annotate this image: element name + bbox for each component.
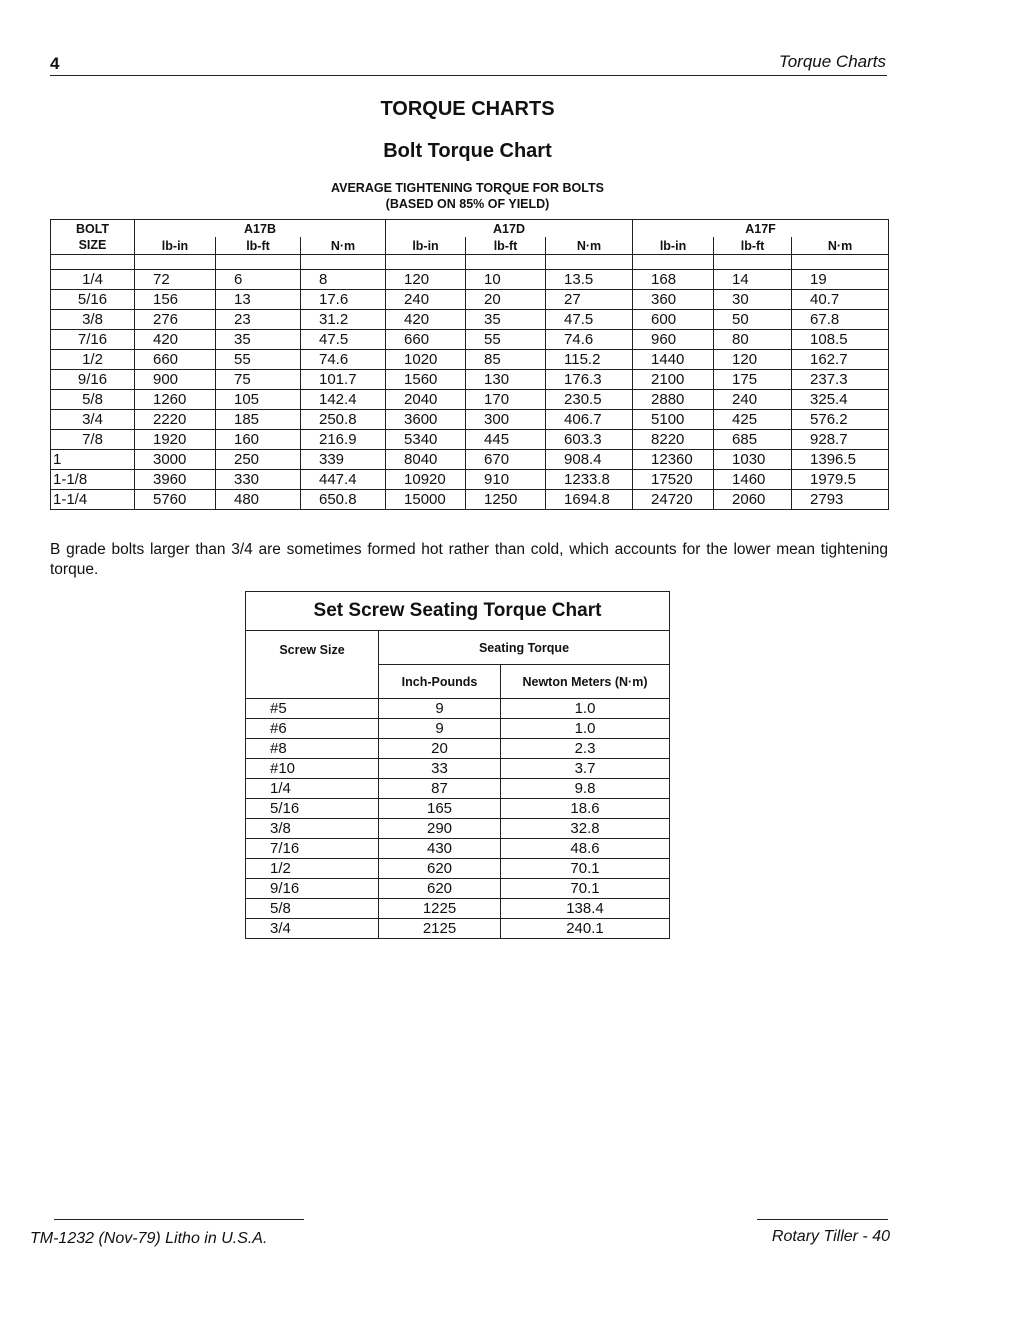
torque-value-cell: 660 <box>386 330 466 350</box>
unit-header: N·m <box>546 237 633 255</box>
set-screw-table-row <box>246 819 670 839</box>
torque-value-cell: 1460 <box>714 470 792 490</box>
screw-size-cell: #6 <box>246 719 379 739</box>
set-screw-table-row <box>246 719 670 739</box>
newton-meters-cell: 2.3 <box>501 739 670 759</box>
bolt-size-header-line2: SIZE <box>78 238 107 252</box>
bolt-torque-table <box>50 219 889 510</box>
inch-pounds-cell: 2125 <box>379 919 501 939</box>
torque-value-cell: 420 <box>386 310 466 330</box>
torque-value-cell: 325.4 <box>792 390 889 410</box>
torque-value-cell: 24720 <box>633 490 714 510</box>
torque-value-cell: 2100 <box>633 370 714 390</box>
torque-value-cell: 1030 <box>714 450 792 470</box>
torque-value-cell: 15000 <box>386 490 466 510</box>
seating-torque-header: Seating Torque <box>379 631 670 665</box>
torque-value-cell: 250 <box>216 450 301 470</box>
torque-value-cell: 108.5 <box>792 330 889 350</box>
torque-value-cell: 35 <box>466 310 546 330</box>
torque-value-cell: 650.8 <box>301 490 386 510</box>
bolt-chart-caption-line2: (BASED ON 85% OF YIELD) <box>385 197 550 211</box>
torque-value-cell: 8040 <box>386 450 466 470</box>
torque-value-cell: 1396.5 <box>792 450 889 470</box>
torque-value-cell: 1260 <box>135 390 216 410</box>
bolt-table-row <box>51 450 889 470</box>
torque-value-cell: 176.3 <box>546 370 633 390</box>
bolt-size-cell: 3/4 <box>51 410 135 430</box>
newton-meters-cell: 32.8 <box>501 819 670 839</box>
screw-size-cell: #8 <box>246 739 379 759</box>
torque-value-cell: 240 <box>386 290 466 310</box>
unit-header: N·m <box>792 237 889 255</box>
torque-value-cell: 120 <box>714 350 792 370</box>
set-screw-table-row <box>246 759 670 779</box>
torque-value-cell: 72 <box>135 270 216 290</box>
inch-pounds-cell: 430 <box>379 839 501 859</box>
torque-value-cell: 120 <box>386 270 466 290</box>
torque-value-cell: 2220 <box>135 410 216 430</box>
inch-pounds-cell: 9 <box>379 699 501 719</box>
set-screw-table-row <box>246 859 670 879</box>
footer-document-id: TM-1232 (Nov-79) Litho in U.S.A. <box>30 1230 268 1247</box>
torque-value-cell: 2880 <box>633 390 714 410</box>
torque-value-cell: 406.7 <box>546 410 633 430</box>
unit-header: lb-in <box>633 237 714 255</box>
torque-value-cell: 3000 <box>135 450 216 470</box>
torque-value-cell: 600 <box>633 310 714 330</box>
torque-value-cell: 6 <box>216 270 301 290</box>
newton-meters-cell: 1.0 <box>501 719 670 739</box>
inch-pounds-cell: 620 <box>379 879 501 899</box>
torque-value-cell: 74.6 <box>301 350 386 370</box>
running-title: Torque Charts <box>778 52 886 71</box>
torque-value-cell: 105 <box>216 390 301 410</box>
newton-meters-cell: 18.6 <box>501 799 670 819</box>
bolt-size-cell: 1/2 <box>51 350 135 370</box>
inch-pounds-cell: 33 <box>379 759 501 779</box>
screw-size-cell: 1/4 <box>246 779 379 799</box>
torque-value-cell: 115.2 <box>546 350 633 370</box>
set-screw-table-row <box>246 699 670 719</box>
torque-value-cell: 1250 <box>466 490 546 510</box>
set-screw-table-row <box>246 839 670 859</box>
footer-rule-left <box>54 1219 304 1220</box>
inch-pounds-cell: 290 <box>379 819 501 839</box>
set-screw-table-row <box>246 779 670 799</box>
screw-size-cell: #10 <box>246 759 379 779</box>
torque-value-cell: 67.8 <box>792 310 889 330</box>
bolt-size-cell: 3/8 <box>51 310 135 330</box>
torque-value-cell: 13 <box>216 290 301 310</box>
torque-value-cell: 2040 <box>386 390 466 410</box>
torque-value-cell: 445 <box>466 430 546 450</box>
torque-value-cell: 47.5 <box>546 310 633 330</box>
bolt-table-row <box>51 290 889 310</box>
torque-value-cell: 910 <box>466 470 546 490</box>
torque-value-cell: 447.4 <box>301 470 386 490</box>
torque-value-cell: 40.7 <box>792 290 889 310</box>
bolt-table-row <box>51 430 889 450</box>
torque-value-cell: 142.4 <box>301 390 386 410</box>
torque-value-cell: 3600 <box>386 410 466 430</box>
torque-value-cell: 27 <box>546 290 633 310</box>
torque-value-cell: 1979.5 <box>792 470 889 490</box>
torque-value-cell: 576.2 <box>792 410 889 430</box>
torque-value-cell: 425 <box>714 410 792 430</box>
unit-header: N·m <box>301 237 386 255</box>
unit-header: lb-in <box>386 237 466 255</box>
bolt-table-row <box>51 470 889 490</box>
bolt-chart-caption-line1: AVERAGE TIGHTENING TORQUE FOR BOLTS <box>331 181 604 195</box>
bolt-size-cell: 7/16 <box>51 330 135 350</box>
bolt-table-row <box>51 410 889 430</box>
bolt-size-cell: 1-1/8 <box>51 470 135 490</box>
set-screw-table-row <box>246 899 670 919</box>
torque-value-cell: 14 <box>714 270 792 290</box>
torque-value-cell: 1560 <box>386 370 466 390</box>
bolt-size-header <box>51 220 135 255</box>
torque-value-cell: 168 <box>633 270 714 290</box>
torque-value-cell: 101.7 <box>301 370 386 390</box>
torque-value-cell: 603.3 <box>546 430 633 450</box>
bolt-size-cell: 5/16 <box>51 290 135 310</box>
bolt-chart-title: Bolt Torque Chart <box>383 140 552 162</box>
set-screw-table-row <box>246 799 670 819</box>
torque-value-cell: 360 <box>633 290 714 310</box>
bolt-size-cell: 9/16 <box>51 370 135 390</box>
torque-value-cell: 10 <box>466 270 546 290</box>
torque-value-cell: 420 <box>135 330 216 350</box>
torque-value-cell: 660 <box>135 350 216 370</box>
screw-size-cell: 3/8 <box>246 819 379 839</box>
bolt-table-row <box>51 370 889 390</box>
torque-value-cell: 960 <box>633 330 714 350</box>
torque-value-cell: 19 <box>792 270 889 290</box>
newton-meters-cell: 1.0 <box>501 699 670 719</box>
bolt-table-row <box>51 490 889 510</box>
torque-value-cell: 1920 <box>135 430 216 450</box>
screw-size-header: Screw Size <box>246 631 379 699</box>
bolt-size-cell: 1-1/4 <box>51 490 135 510</box>
bolt-size-cell: 1 <box>51 450 135 470</box>
torque-value-cell: 47.5 <box>301 330 386 350</box>
torque-value-cell: 928.7 <box>792 430 889 450</box>
torque-value-cell: 480 <box>216 490 301 510</box>
torque-value-cell: 3960 <box>135 470 216 490</box>
torque-value-cell: 670 <box>466 450 546 470</box>
torque-value-cell: 10920 <box>386 470 466 490</box>
inch-pounds-cell: 9 <box>379 719 501 739</box>
inch-pounds-cell: 87 <box>379 779 501 799</box>
page-title: TORQUE CHARTS <box>380 98 555 120</box>
torque-value-cell: 8220 <box>633 430 714 450</box>
torque-value-cell: 85 <box>466 350 546 370</box>
newton-meters-cell: 70.1 <box>501 879 670 899</box>
set-screw-table-row <box>246 879 670 899</box>
screw-size-cell: 1/2 <box>246 859 379 879</box>
torque-value-cell: 900 <box>135 370 216 390</box>
group-header-a17d: A17D <box>386 220 633 238</box>
torque-value-cell: 31.2 <box>301 310 386 330</box>
unit-header: lb-in <box>135 237 216 255</box>
torque-value-cell: 240 <box>714 390 792 410</box>
bolt-table-row <box>51 350 889 370</box>
torque-value-cell: 5760 <box>135 490 216 510</box>
torque-value-cell: 80 <box>714 330 792 350</box>
torque-value-cell: 685 <box>714 430 792 450</box>
bolt-table-row <box>51 390 889 410</box>
bolt-size-cell: 7/8 <box>51 430 135 450</box>
torque-value-cell: 908.4 <box>546 450 633 470</box>
torque-value-cell: 250.8 <box>301 410 386 430</box>
torque-value-cell: 12360 <box>633 450 714 470</box>
torque-value-cell: 50 <box>714 310 792 330</box>
torque-value-cell: 75 <box>216 370 301 390</box>
torque-value-cell: 237.3 <box>792 370 889 390</box>
inch-pounds-cell: 620 <box>379 859 501 879</box>
unit-header: lb-ft <box>466 237 546 255</box>
screw-size-cell: 9/16 <box>246 879 379 899</box>
screw-size-cell: 5/8 <box>246 899 379 919</box>
newton-meters-cell: 48.6 <box>501 839 670 859</box>
inch-pounds-cell: 20 <box>379 739 501 759</box>
header-gap-row <box>51 255 889 270</box>
torque-value-cell: 300 <box>466 410 546 430</box>
inch-pounds-cell: 165 <box>379 799 501 819</box>
bolt-size-cell: 5/8 <box>51 390 135 410</box>
unit-header: lb-ft <box>714 237 792 255</box>
torque-value-cell: 17520 <box>633 470 714 490</box>
torque-value-cell: 2060 <box>714 490 792 510</box>
torque-value-cell: 175 <box>714 370 792 390</box>
torque-value-cell: 74.6 <box>546 330 633 350</box>
set-screw-table-row <box>246 919 670 939</box>
set-screw-chart-title: Set Screw Seating Torque Chart <box>246 592 670 631</box>
bolt-size-cell: 1/4 <box>51 270 135 290</box>
torque-value-cell: 5340 <box>386 430 466 450</box>
torque-value-cell: 339 <box>301 450 386 470</box>
torque-value-cell: 13.5 <box>546 270 633 290</box>
bolt-table-row <box>51 330 889 350</box>
footer-page-label: Rotary Tiller - 40 <box>771 1228 890 1245</box>
bolt-size-header-line1: BOLT <box>75 222 110 236</box>
torque-value-cell: 1440 <box>633 350 714 370</box>
screw-size-cell: 7/16 <box>246 839 379 859</box>
torque-value-cell: 230.5 <box>546 390 633 410</box>
bolt-grade-note: B grade bolts larger than 3/4 are sometimes formed hot rather than cold, which accounts for the lower mean tightening torque. <box>50 541 888 578</box>
torque-value-cell: 1233.8 <box>546 470 633 490</box>
torque-value-cell: 160 <box>216 430 301 450</box>
newton-meters-cell: 3.7 <box>501 759 670 779</box>
screw-size-cell: #5 <box>246 699 379 719</box>
torque-value-cell: 2793 <box>792 490 889 510</box>
torque-value-cell: 55 <box>466 330 546 350</box>
inch-pounds-cell: 1225 <box>379 899 501 919</box>
torque-value-cell: 35 <box>216 330 301 350</box>
torque-value-cell: 1020 <box>386 350 466 370</box>
unit-header: lb-ft <box>216 237 301 255</box>
newton-meters-cell: 70.1 <box>501 859 670 879</box>
torque-value-cell: 1694.8 <box>546 490 633 510</box>
bolt-table-row <box>51 310 889 330</box>
torque-value-cell: 20 <box>466 290 546 310</box>
torque-value-cell: 5100 <box>633 410 714 430</box>
bolt-table-row <box>51 270 889 290</box>
torque-value-cell: 55 <box>216 350 301 370</box>
newton-meters-cell: 138.4 <box>501 899 670 919</box>
group-header-a17b: A17B <box>135 220 386 238</box>
footer-rule-right <box>757 1219 888 1220</box>
set-screw-table-row <box>246 739 670 759</box>
header-rule <box>50 75 887 76</box>
torque-value-cell: 216.9 <box>301 430 386 450</box>
torque-value-cell: 162.7 <box>792 350 889 370</box>
inch-pounds-header: Inch-Pounds <box>379 665 501 699</box>
newton-meters-header: Newton Meters (N·m) <box>501 665 670 699</box>
newton-meters-cell: 9.8 <box>501 779 670 799</box>
page-number: 4 <box>50 54 60 73</box>
screw-size-cell: 5/16 <box>246 799 379 819</box>
torque-value-cell: 23 <box>216 310 301 330</box>
torque-value-cell: 276 <box>135 310 216 330</box>
newton-meters-cell: 240.1 <box>501 919 670 939</box>
torque-value-cell: 156 <box>135 290 216 310</box>
torque-value-cell: 30 <box>714 290 792 310</box>
screw-size-cell: 3/4 <box>246 919 379 939</box>
torque-value-cell: 170 <box>466 390 546 410</box>
torque-value-cell: 330 <box>216 470 301 490</box>
group-header-a17f: A17F <box>633 220 889 238</box>
set-screw-torque-table <box>245 591 670 939</box>
torque-value-cell: 17.6 <box>301 290 386 310</box>
torque-value-cell: 130 <box>466 370 546 390</box>
torque-value-cell: 8 <box>301 270 386 290</box>
torque-value-cell: 185 <box>216 410 301 430</box>
